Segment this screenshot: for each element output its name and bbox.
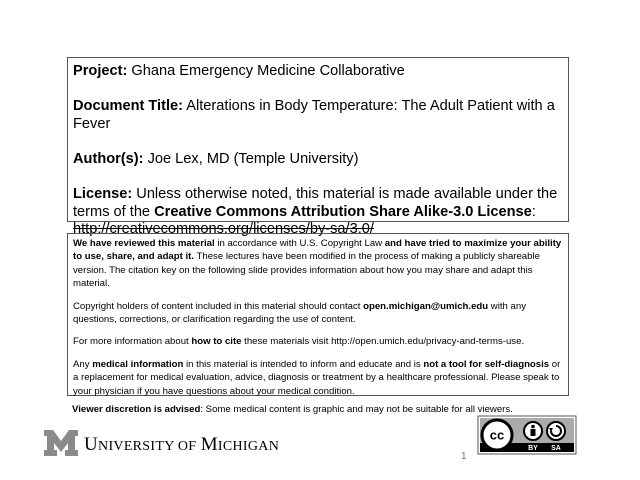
viewer-text: : Some medical content is graphic and may not be suitable for all viewers.: [200, 404, 513, 415]
author-line: [73, 151, 562, 169]
notice-bold: medical information: [92, 358, 184, 370]
license-name: Creative Commons Attribution Share Alike-3.0 License: [154, 203, 532, 220]
notice-text: For more information about: [73, 336, 192, 348]
license-line: [73, 186, 562, 239]
license-url-link[interactable]: http://creativecommons.org/licenses/by-sa/3.0/: [73, 221, 374, 238]
author-value: Joe Lex, MD (Temple University): [147, 150, 359, 167]
cc-icon: [482, 420, 512, 450]
notice-text: Any: [73, 358, 93, 370]
page-number: 1: [461, 451, 467, 462]
notice-paragraph-cite: [73, 335, 562, 348]
share-alike-icon: [547, 422, 565, 440]
cc-by-sa-badge: [478, 416, 576, 454]
notice-paragraph-contact: [73, 300, 562, 327]
license-text: Unless otherwise noted, this material is made available under the terms of the: [73, 186, 558, 220]
notice-bold: We have reviewed this material: [73, 238, 215, 249]
wordmark-m: M: [200, 434, 218, 455]
project-line: [73, 63, 562, 81]
title-label: Document Title:: [73, 98, 184, 115]
notice-text: Copyright holders of content included in this material should contact: [73, 300, 364, 312]
notice-text: in this material is intended to inform and educate and is: [183, 358, 424, 370]
viewer-discretion-notice: [72, 404, 513, 416]
notice-bold: how to cite: [191, 336, 242, 348]
notice-bold: and have tried to maximize your ability to use, share, and adapt it.: [73, 238, 562, 263]
notice-bold: not a tool for self-diagnosis: [423, 358, 550, 370]
notice-paragraph-review: [73, 237, 562, 291]
author-label: Author(s):: [73, 150, 144, 167]
block-m-icon: [44, 430, 78, 456]
attribution-icon: [524, 422, 542, 440]
notice-text: These lectures have been modified in the process of making a publicly shareable version. The citation key on the following slide provides information about how you may share and adapt this material.: [73, 251, 540, 290]
university-wordmark: [84, 434, 279, 456]
wordmark-u: U: [84, 434, 99, 455]
notice-text: these materials visit http://open.umich.edu/privacy-and-terms-use.: [241, 336, 525, 348]
by-label: BY: [528, 445, 538, 452]
notice-text: or a replacement for medical evaluation, advice, diagnosis or treatment by a healthcare professional. Please speak to your physician if you have questions about your medical condition.: [73, 358, 561, 397]
project-value: Ghana Emergency Medicine Collaborative: [131, 63, 405, 79]
title-line: [73, 98, 562, 133]
wordmark-ichigan: ICHIGAN: [217, 439, 280, 454]
document-info-box: [67, 57, 569, 238]
cc-text: cc: [489, 427, 505, 443]
notice-paragraph-medical: [73, 358, 562, 398]
contact-email-link[interactable]: open.michigan@umich.edu: [363, 300, 489, 312]
title-value: Alterations in Body Temperature: The Adult Patient with a Fever: [73, 98, 555, 132]
legal-notice-box: [67, 233, 569, 396]
license-colon: :: [531, 203, 536, 220]
notice-text: with any questions, corrections, or clarification regarding the use of content.: [73, 300, 527, 326]
notice-text: in accordance with U.S. Copyright Law: [214, 238, 385, 249]
license-label: License:: [73, 186, 133, 203]
wordmark-niversity: NIVERSITY OF: [98, 439, 197, 454]
sa-label: SA: [551, 445, 561, 452]
viewer-bold: Viewer discretion is advised: [72, 404, 201, 415]
project-label: Project:: [73, 63, 128, 79]
